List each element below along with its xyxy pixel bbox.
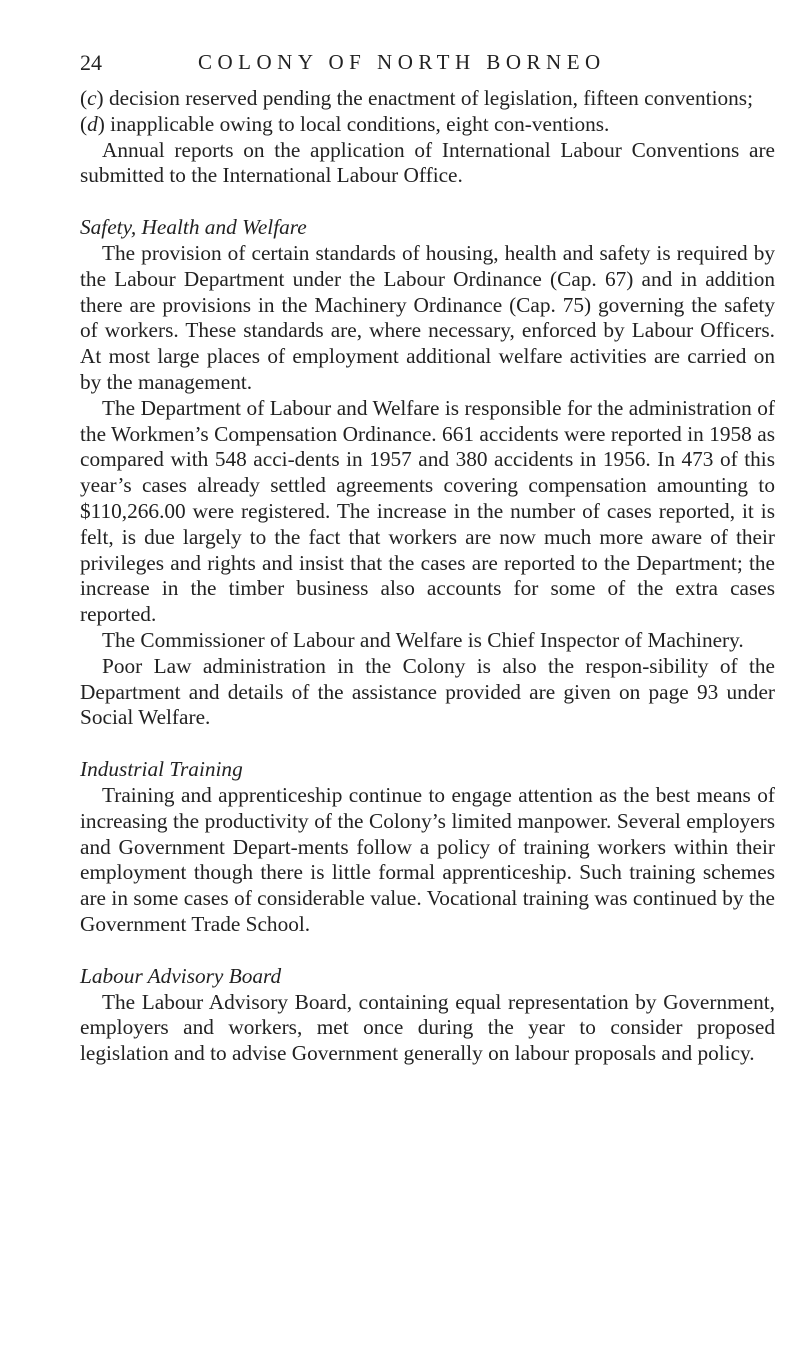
paragraph: The provision of certain standards of housing, health and safety is required by the Labour Department under the Labour Ordinance (Cap. 67) and in addition there are provisions in the Machinery Ordinance (Cap. 75) governing the safety of workers. These standards are, where necessary, enforced by Labour Officers. At most large places of employment additional welfare activities are carried on by the management. [80,240,775,394]
section-heading: Industrial Training [80,757,243,782]
document-page [80,50,775,1067]
list-marker: (d) [80,111,105,136]
intro-paragraph: Annual reports on the application of International Labour Conventions are submitted to the International Labour Office. [80,137,775,188]
paragraph: The Commissioner of Labour and Welfare is Chief Inspector of Machinery. [102,627,744,652]
list-item-text: decision reserved pending the enactment of legislation, fifteen conventions; [108,86,753,110]
conventions-list [80,86,775,138]
paragraph: The Labour Advisory Board, containing equal representation by Government, employers and workers, met once during the year to consider proposed legislation and to advise Government generally on labour proposals and policy. [80,989,775,1066]
section-labour-advisory-board [80,964,775,1067]
list-item [80,112,775,138]
paragraph: Training and apprenticeship continue to engage attention as the best means of increasing the productivity of the Colony’s limited manpower. Several employers and Government Depart-ments follow a policy of training workers within their employment though there is little formal apprenticeship. Such training schemes are in some cases of considerable value. Vocational training was continued by the Government Trade School. [80,782,775,936]
section-heading: Labour Advisory Board [80,963,282,988]
section-safety [80,215,775,731]
page-header [80,50,775,86]
running-title: COLONY OF NORTH BORNEO [198,50,606,74]
page-number: 24 [80,50,102,75]
body-text [80,86,775,1067]
list-item-text: inapplicable owing to local conditions, eight con-ventions. [110,111,610,136]
list-marker: (c) [80,86,104,110]
list-item [80,86,775,112]
paragraph: The Department of Labour and Welfare is responsible for the administration of the Workmen’s Compensation Ordinance. 661 accidents were reported in 1958 as compared with 548 acci-dents in 1957 and 380 accidents in 1956. In 473 of this year’s cases already settled agreements covering compensation amounting to $110,266.00 were registered. The increase in the number of cases reported, it is felt, is due largely to the fact that workers are now much more aware of their privileges and rights and insist that the cases are reported to the Department; the increase in the timber business also accounts for some of the extra cases reported. [80,395,775,627]
section-industrial-training [80,757,775,938]
section-heading: Safety, Health and Welfare [80,215,307,240]
paragraph: Poor Law administration in the Colony is also the respon-sibility of the Department and details of the assistance provided are given on page 93 under Social Welfare. [80,653,775,730]
